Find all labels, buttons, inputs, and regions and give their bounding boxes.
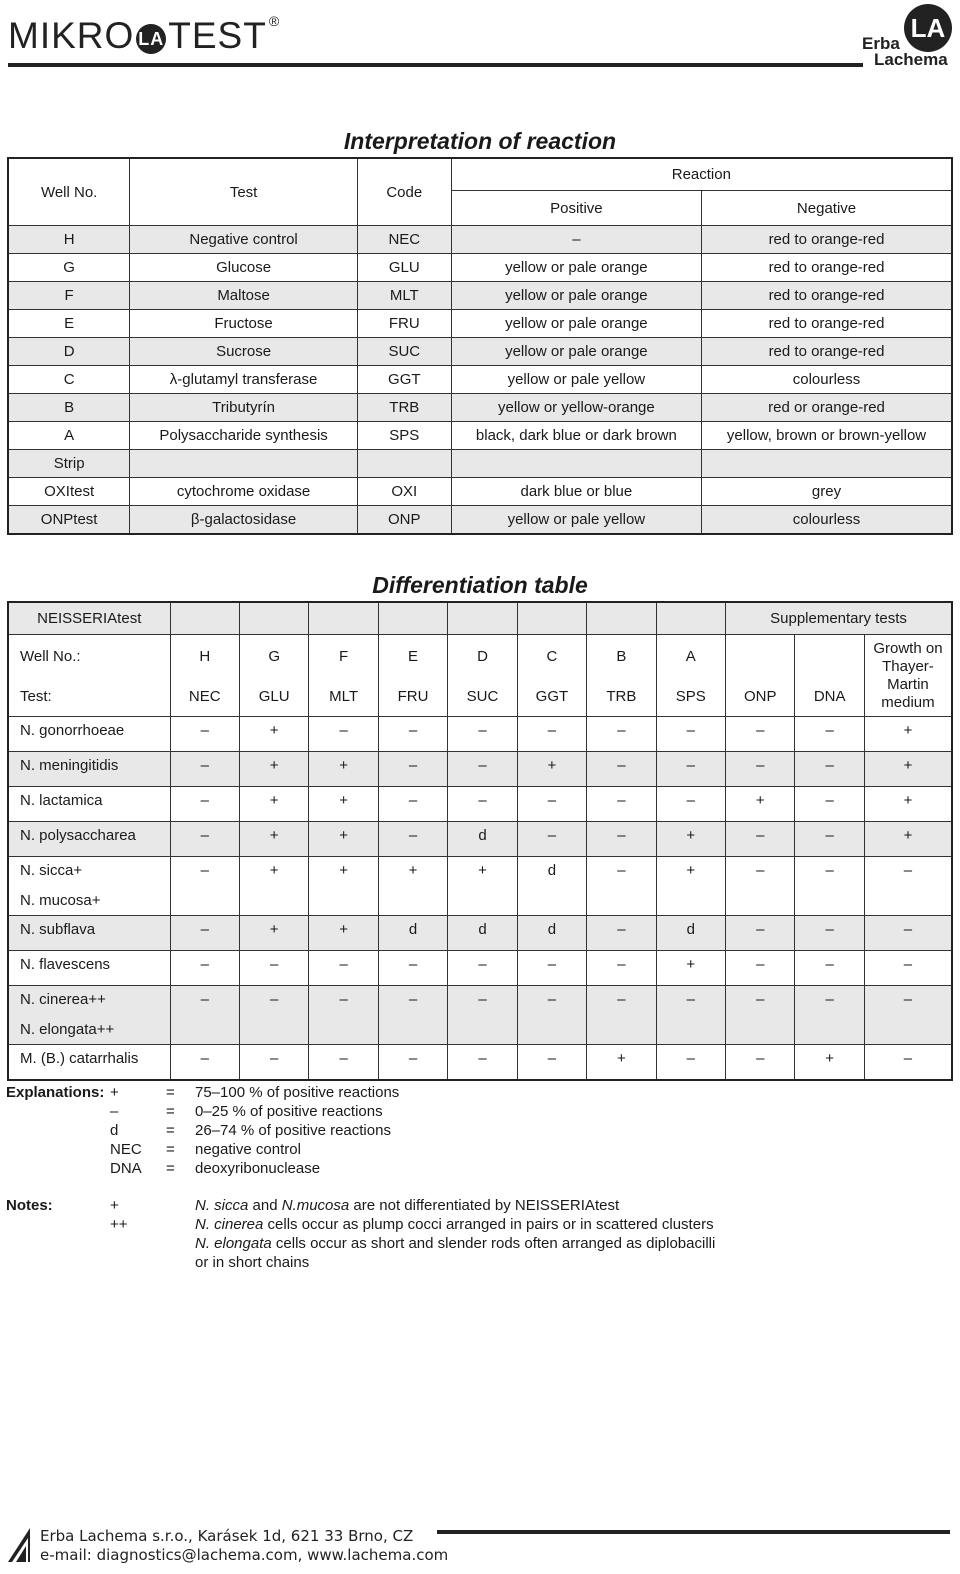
cell-negative: red to orange-red [702, 226, 952, 254]
cell-positive: black, dark blue or dark brown [451, 422, 701, 450]
explanation-symbol: d [110, 1122, 119, 1139]
interpretation-row [8, 478, 952, 506]
result-cell: – [587, 787, 656, 822]
interpretation-header-row [8, 158, 952, 191]
note-text: N. sicca and N.mucosa are not differentiated by NEISSERIAtest [195, 1197, 620, 1214]
interpretation-row [8, 366, 952, 394]
interpretation-table [7, 157, 953, 535]
cell-well: C [8, 366, 130, 394]
result-cell: + [517, 752, 586, 787]
explanation-text: 75–100 % of positive reactions [195, 1084, 400, 1101]
result-cell: + [864, 717, 952, 752]
result-cell: – [587, 752, 656, 787]
result-cell: – [309, 986, 378, 1045]
result-cell: – [378, 752, 447, 787]
cell-test: Fructose [130, 310, 358, 338]
cell-positive: yellow or pale orange [451, 282, 701, 310]
note-symbol: + [110, 1197, 119, 1214]
cell-positive: – [451, 226, 701, 254]
result-cell: – [726, 717, 795, 752]
result-cell: d [448, 822, 517, 857]
organism-name-line: N. subflava [20, 921, 96, 938]
organism-name-line: N. sicca+ [20, 862, 83, 879]
header-well: Well No. [8, 158, 130, 226]
organism-row [8, 1045, 952, 1081]
growth-label: Growth on Thayer-Martin medium [864, 635, 952, 717]
diff-group-row [8, 602, 952, 635]
explanation-symbol: + [110, 1084, 119, 1101]
result-cell: d [448, 916, 517, 951]
cell-test: λ-glutamyl transferase [130, 366, 358, 394]
result-cell: – [656, 986, 725, 1045]
result-cell: – [587, 717, 656, 752]
explanation-text: deoxyribonuclease [195, 1160, 321, 1177]
result-cell: – [517, 986, 586, 1045]
cell-negative: red to orange-red [702, 338, 952, 366]
well-cell: A [656, 635, 725, 678]
result-cell: – [795, 717, 864, 752]
result-cell: + [309, 916, 378, 951]
result-cell: – [864, 951, 952, 986]
result-cell: – [378, 787, 447, 822]
result-cell: – [864, 857, 952, 916]
footer-divider [437, 1530, 950, 1534]
result-cell: + [656, 857, 725, 916]
result-cell: – [864, 986, 952, 1045]
cell-code: ONP [357, 506, 451, 535]
note-text: or in short chains [195, 1254, 310, 1271]
result-cell: – [309, 1045, 378, 1081]
cell-negative [702, 450, 952, 478]
result-cell: – [726, 986, 795, 1045]
result-cell: – [656, 752, 725, 787]
note-text: N. elongata cells occur as short and slender rods often arranged as diplobacilli [195, 1235, 716, 1252]
result-cell: – [587, 951, 656, 986]
cell-negative: red to orange-red [702, 310, 952, 338]
cell-negative: red to orange-red [702, 282, 952, 310]
cell-code: GGT [357, 366, 451, 394]
test-code-cell: MLT [309, 677, 378, 717]
page-header [0, 0, 960, 80]
note-symbol: ++ [110, 1216, 128, 1233]
organism-name [8, 951, 170, 986]
result-cell: – [795, 916, 864, 951]
organism-name [8, 787, 170, 822]
result-cell: + [448, 857, 517, 916]
result-cell: – [795, 857, 864, 916]
cell-negative: colourless [702, 506, 952, 535]
result-cell: – [239, 1045, 308, 1081]
cell-well: F [8, 282, 130, 310]
result-cell: – [517, 1045, 586, 1081]
organism-name-line: N. polysaccharea [20, 827, 136, 844]
organism-name [8, 857, 170, 916]
result-cell: – [587, 857, 656, 916]
cell-code: MLT [357, 282, 451, 310]
test-code-cell: GLU [239, 677, 308, 717]
header-negative: Negative [702, 191, 952, 226]
cell-negative: red to orange-red [702, 254, 952, 282]
result-cell: – [587, 986, 656, 1045]
result-cell: – [378, 951, 447, 986]
test-code-cell: ONP [726, 677, 795, 717]
cell-test: Polysaccharide synthesis [130, 422, 358, 450]
header-positive: Positive [451, 191, 701, 226]
cell-well: B [8, 394, 130, 422]
footer-line-1: Erba Lachema s.r.o., Karásek 1d, 621 33 Brno, CZ [40, 1527, 414, 1545]
organism-row [8, 951, 952, 986]
result-cell: – [378, 717, 447, 752]
cell-well: E [8, 310, 130, 338]
explanation-equals: = [166, 1103, 175, 1120]
result-cell: – [656, 787, 725, 822]
organism-row [8, 916, 952, 951]
cell-code: GLU [357, 254, 451, 282]
la-logo-mark: LA [136, 24, 166, 54]
organism-name-line: N. gonorrhoeae [20, 722, 125, 739]
organism-name [8, 822, 170, 857]
test-code-cell: NEC [170, 677, 239, 717]
result-cell: d [656, 916, 725, 951]
note-text: N. cinerea cells occur as plump cocci arranged in pairs or in scattered clusters [195, 1216, 714, 1233]
cell-test: Negative control [130, 226, 358, 254]
result-cell: – [795, 787, 864, 822]
cell-negative: colourless [702, 366, 952, 394]
result-cell: – [726, 857, 795, 916]
result-cell: – [656, 717, 725, 752]
result-cell: – [517, 951, 586, 986]
cell-positive: yellow or pale yellow [451, 506, 701, 535]
interpretation-row [8, 422, 952, 450]
supplementary-label: Supplementary tests [726, 602, 952, 635]
organism-name-line: N. lactamica [20, 792, 103, 809]
organism-name-line: N. meningitidis [20, 757, 119, 774]
result-cell: + [309, 822, 378, 857]
result-cell: + [726, 787, 795, 822]
result-cell: – [239, 951, 308, 986]
explanation-equals: = [166, 1160, 175, 1177]
well-cell: F [309, 635, 378, 678]
result-cell: d [517, 916, 586, 951]
well-cell: D [448, 635, 517, 678]
result-cell: – [170, 857, 239, 916]
result-cell: – [170, 986, 239, 1045]
test-code-cell: GGT [517, 677, 586, 717]
result-cell: + [309, 787, 378, 822]
erba-logo-mark: LA [904, 4, 952, 52]
interpretation-row [8, 282, 952, 310]
cell-well: A [8, 422, 130, 450]
interpretation-row [8, 394, 952, 422]
organism-name [8, 752, 170, 787]
explanation-equals: = [166, 1141, 175, 1158]
result-cell: – [170, 1045, 239, 1081]
cell-positive: yellow or pale yellow [451, 366, 701, 394]
result-cell: – [170, 752, 239, 787]
organism-name [8, 986, 170, 1045]
explanation-text: negative control [195, 1141, 301, 1158]
well-cell: E [378, 635, 447, 678]
result-cell: – [448, 752, 517, 787]
cell-code [357, 450, 451, 478]
test-code-cell: DNA [795, 677, 864, 717]
interpretation-row [8, 310, 952, 338]
cell-well: OXItest [8, 478, 130, 506]
cell-code: SUC [357, 338, 451, 366]
cell-well: H [8, 226, 130, 254]
erba-footer-icon [8, 1528, 30, 1562]
result-cell: – [795, 752, 864, 787]
result-cell: – [448, 951, 517, 986]
explanation-text: 0–25 % of positive reactions [195, 1103, 383, 1120]
explanations-label: Explanations: [6, 1084, 105, 1101]
result-cell: + [864, 822, 952, 857]
result-cell: + [239, 857, 308, 916]
result-cell: – [656, 1045, 725, 1081]
result-cell: – [795, 951, 864, 986]
result-cell: – [448, 986, 517, 1045]
result-cell: + [309, 857, 378, 916]
test-code-cell: TRB [587, 677, 656, 717]
result-cell: – [726, 951, 795, 986]
organism-name [8, 1045, 170, 1081]
organism-row [8, 717, 952, 752]
explanation-symbol: DNA [110, 1160, 142, 1177]
header-reaction: Reaction [451, 158, 952, 191]
neisseria-label: NEISSERIAtest [8, 602, 170, 635]
cell-code: FRU [357, 310, 451, 338]
organism-name [8, 916, 170, 951]
result-cell: – [726, 822, 795, 857]
footer-address [40, 1527, 448, 1565]
organism-name-line: N. mucosa+ [20, 892, 101, 909]
cell-code: NEC [357, 226, 451, 254]
result-cell: – [517, 787, 586, 822]
interpretation-row [8, 506, 952, 535]
result-cell: d [378, 916, 447, 951]
result-cell: + [587, 1045, 656, 1081]
result-cell: + [309, 752, 378, 787]
result-cell: – [448, 1045, 517, 1081]
interpretation-row [8, 338, 952, 366]
cell-code: SPS [357, 422, 451, 450]
well-cell: C [517, 635, 586, 678]
result-cell: – [170, 822, 239, 857]
cell-well: G [8, 254, 130, 282]
result-cell: + [795, 1045, 864, 1081]
result-cell: + [239, 752, 308, 787]
cell-test [130, 450, 358, 478]
organism-row [8, 986, 952, 1045]
organism-name-line: N. cinerea++ [20, 991, 106, 1008]
interpretation-row [8, 226, 952, 254]
cell-well: D [8, 338, 130, 366]
organism-name-line: M. (B.) catarrhalis [20, 1050, 139, 1067]
result-cell: – [170, 787, 239, 822]
header-divider [8, 63, 863, 67]
cell-negative: grey [702, 478, 952, 506]
interpretation-row [8, 254, 952, 282]
well-cell: B [587, 635, 656, 678]
test-code-cell: SUC [448, 677, 517, 717]
result-cell: – [517, 717, 586, 752]
organism-row [8, 787, 952, 822]
result-cell: – [587, 822, 656, 857]
result-cell: + [864, 752, 952, 787]
result-cell: – [448, 787, 517, 822]
result-cell: – [587, 916, 656, 951]
mikrolatest-logo: MIKRO LA TEST ® [8, 13, 281, 56]
result-cell: – [726, 752, 795, 787]
cell-negative: yellow, brown or brown-yellow [702, 422, 952, 450]
result-cell: – [448, 717, 517, 752]
result-cell: – [726, 916, 795, 951]
organism-row [8, 752, 952, 787]
result-cell: + [239, 822, 308, 857]
result-cell: – [864, 916, 952, 951]
result-cell: – [378, 986, 447, 1045]
result-cell: – [170, 717, 239, 752]
well-label: Well No.: [8, 635, 170, 678]
cell-negative: red or orange-red [702, 394, 952, 422]
organism-name [8, 717, 170, 752]
result-cell: – [170, 916, 239, 951]
result-cell: – [517, 822, 586, 857]
result-cell: – [309, 951, 378, 986]
test-label: Test: [8, 677, 170, 717]
organism-row [8, 857, 952, 916]
cell-code: OXI [357, 478, 451, 506]
notes-label: Notes: [6, 1197, 53, 1214]
result-cell: + [239, 717, 308, 752]
cell-positive: yellow or pale orange [451, 254, 701, 282]
result-cell: + [239, 787, 308, 822]
result-cell: – [378, 1045, 447, 1081]
cell-positive: yellow or yellow-orange [451, 394, 701, 422]
explanation-equals: = [166, 1122, 175, 1139]
result-cell: + [864, 787, 952, 822]
organism-name-line: N. elongata++ [20, 1021, 115, 1038]
result-cell: + [656, 951, 725, 986]
footer-line-2: e-mail: diagnostics@lachema.com, www.lachema.com [40, 1546, 449, 1564]
cell-test: Glucose [130, 254, 358, 282]
cell-well: ONPtest [8, 506, 130, 535]
well-cell: G [239, 635, 308, 678]
cell-test: Maltose [130, 282, 358, 310]
organism-name-line: N. flavescens [20, 956, 111, 973]
interpretation-title: Interpretation of reaction [343, 128, 617, 154]
result-cell: – [239, 986, 308, 1045]
cell-test: Sucrose [130, 338, 358, 366]
well-cell: H [170, 635, 239, 678]
header-test: Test [130, 158, 358, 226]
cell-positive [451, 450, 701, 478]
result-cell: + [378, 857, 447, 916]
result-cell: – [864, 1045, 952, 1081]
cell-positive: dark blue or blue [451, 478, 701, 506]
diff-test-row [8, 677, 952, 717]
result-cell: – [170, 951, 239, 986]
cell-test: β-galactosidase [130, 506, 358, 535]
cell-test: Tributyrín [130, 394, 358, 422]
cell-test: cytochrome oxidase [130, 478, 358, 506]
result-cell: – [795, 822, 864, 857]
test-code-cell: SPS [656, 677, 725, 717]
result-cell: – [378, 822, 447, 857]
explanation-text: 26–74 % of positive reactions [195, 1122, 391, 1139]
result-cell: – [795, 986, 864, 1045]
diff-well-row [8, 635, 952, 678]
cell-well: Strip [8, 450, 130, 478]
header-code: Code [357, 158, 451, 226]
cell-positive: yellow or pale orange [451, 310, 701, 338]
result-cell: – [309, 717, 378, 752]
result-cell: d [517, 857, 586, 916]
explanation-equals: = [166, 1084, 175, 1101]
result-cell: + [239, 916, 308, 951]
erba-lachema-logo: LA Erba Lachema [860, 4, 956, 70]
cell-code: TRB [357, 394, 451, 422]
differentiation-table [7, 601, 953, 1081]
explanation-symbol: – [110, 1103, 119, 1120]
organism-row [8, 822, 952, 857]
explanation-symbol: NEC [110, 1141, 142, 1158]
interpretation-row [8, 450, 952, 478]
differentiation-title: Differentiation table [372, 572, 588, 598]
cell-positive: yellow or pale orange [451, 338, 701, 366]
test-code-cell: FRU [378, 677, 447, 717]
result-cell: – [726, 1045, 795, 1081]
result-cell: + [656, 822, 725, 857]
